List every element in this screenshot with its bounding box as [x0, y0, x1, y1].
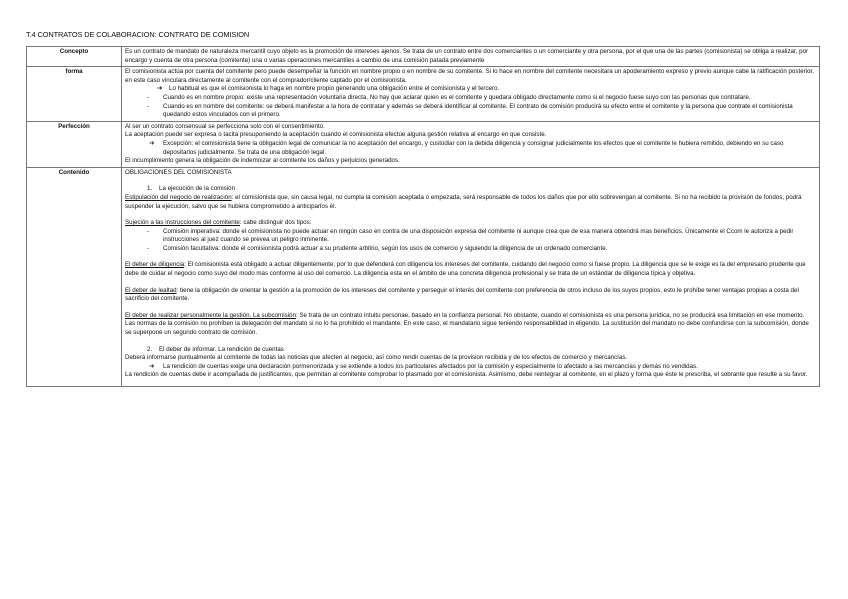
- diligencia-text: : El comisionista está obligado a actuar diligentemente, por lo que defenderá con diligencia los intereses del comitente, cuidando del negocio como si fuese propio. La diligencia que se le exige es la del empresario prudente que debe de cuidar el negocio como suyo del modo mas conforme al uso del comercio. La diligencia esta en el ámbito de una concreta diligencia profesional y se trata de un estándar de diligencia típica y objetiva.: [125, 261, 806, 278]
- lealtad-text: : tiene la obligación de orientar la gestión a la promoción de los intereses del comitente y perseguir el interés del comitente con preferencia de otros incluso de los suyos propios, esto le prohíbe tener ventajas propias a costa del sacrificio del comitente.: [125, 286, 799, 303]
- forma-bullet-text: Cuando es en nombre del comitente: se deberá manifestar a la hora de contratar y además se deberá identificar al comitente. El contrato de comisión producirá su efecto entre el comitente y la persona que contrate el comisionista quedando estos vinculados con el primero.: [163, 102, 793, 119]
- lealtad-paragraph: [125, 287, 816, 304]
- informar-arrow-text: La rendición de cuentas exige una declaración pormenorizada y se extiende a todos los particulares afectados por la comisión y especialmente lo afectado a las mercancías y demás no vendidas.: [163, 362, 698, 370]
- sujecion-title: Sujeción a las instrucciones del comitente: [125, 219, 240, 227]
- subcomision-title: El deber de realizar personalmente la gestión. La subcomisión: [125, 311, 296, 319]
- perfeccion-line-1: Al ser un contrato consensual se perfecciona solo con el consentimiento.: [125, 122, 325, 130]
- informar-arrow-item: [125, 363, 816, 372]
- dash-bullet-icon: -: [147, 244, 150, 252]
- table-row-contenido: [27, 167, 820, 386]
- forma-bullet-1: [125, 94, 816, 103]
- numbered-item-1: [125, 185, 816, 194]
- item-number: 2.: [147, 345, 153, 353]
- document-title: T.4 CONTRATOS DE COLABORACION: CONTRATO DE COMISION: [26, 30, 250, 39]
- row-content-perfeccion: [122, 121, 820, 167]
- row-label-concepto: Concepto: [27, 47, 122, 67]
- lealtad-title: El deber de lealtad: [125, 286, 177, 294]
- table-row-perfeccion: [27, 121, 820, 167]
- subcomision-paragraph: [125, 312, 816, 338]
- perfeccion-line-3: El incumplimiento genera la obligación de indemnizar al comitente los daños y perjuicios generados.: [125, 157, 400, 165]
- contract-table: [26, 46, 820, 387]
- forma-arrow-item: [125, 85, 816, 94]
- item-2-text: El deber de informar. La rendición de cuentas: [159, 345, 284, 353]
- contenido-heading: OBLIGACIONES DEL COMISIONISTA: [125, 168, 232, 176]
- dash-bullet-icon: -: [147, 93, 150, 101]
- sujecion-bullet-text: Comisión facultativa: donde el comisionista podrá actuar a su prudente arbitrio, según los usos de comercio y siguiendo la diligencia de un ordenado comerciante.: [163, 244, 608, 252]
- numbered-item-2: [125, 346, 816, 355]
- dash-bullet-icon: -: [147, 227, 150, 235]
- row-label-perfeccion: Perfección: [27, 121, 122, 167]
- concepto-text: Es un contrato de mandato de naturaleza mercantil cuyo objeto es la promoción de intereses ajenos. Se trata de un contrato entre dos comerciantes o un comerciante y otra persona, por el que una de las partes (comisionista) se obliga a realizar, por encargo y cuenta de otra persona (comitente) una o varias operaciones mercantiles a cambio de una comisión patada previamente: [125, 48, 809, 64]
- diligencia-paragraph: [125, 261, 816, 278]
- forma-text: El comisionista actúa por cuenta del comitente pero puede desempeñar la función en nombre propio o en nombre de su comitente. Si lo hace en nombre del comitente necesitara un apoderamiento expreso y previo aunque cabe la ratificación posterior, en este caso vinculara directamente al comitente con el comprador/cliente captado por el comisionista.: [125, 68, 814, 84]
- forma-bullet-text: Cuando es en nombre propio: existe una representación voluntaria directa. No hay que aclarar quien es el comitente y quedara obligado directamente como si el negocio fuese suyo con las personas que contratare.: [163, 93, 751, 101]
- perfeccion-line-2: La aceptación puede ser expresa o tacita presuponiendo la aceptación cuando el comisionista efectúe alguna gestión relativa al encargo en que consiste.: [125, 131, 547, 139]
- informar-paragraph: Deberá informarse puntualmente al comitente de todas las noticias que afecten al negocio, así como rendir cuentas de la provision recibida y de los efectos de comercio y mercancías.: [125, 354, 628, 362]
- forma-arrow-text: Lo habitual es que el comisionista lo haga en nombre propio generando una obligación entre el comisionista y el tercero.: [169, 85, 500, 93]
- forma-bullet-2: [125, 103, 816, 120]
- estipulacion-title: Estipulación del negocio de realización: [125, 193, 232, 201]
- sujecion-bullet-text: Comisión imperativa: donde el comisionista no puede actuar en ningún caso en contra de una disposición expresa del comitente ni aunque crea que de esa manera obtendrá mas beneficios. Únicamente el Ccom le autoriza a pedir instrucciones al juez cuando se prevea un peligro inminente.: [163, 227, 794, 244]
- item-1-text: La ejecución de la comisión: [159, 185, 236, 193]
- rendicion-paragraph: La rendición de cuentas debe ir acompañada de justificantes, que permitan al comitente comprobar lo plasmado por el comisionista. Asimismo, debe reintegrar al comitente, en el plazo y forma que éste le prescriba, el sobrante que resulte a su favor.: [125, 371, 808, 379]
- table-row-forma: [27, 67, 820, 122]
- sujecion-bullet-2: [125, 245, 816, 254]
- diligencia-title: El deber de diligencia: [125, 261, 185, 269]
- sujecion-paragraph: [125, 219, 816, 228]
- perfeccion-arrow-text: Excepción: el comisionista tiene la obligación legal de comunicar la no aceptación del encargo, y custodiar con la debida diligencia y consignar judicialmente los efectos que el comitente le hubiera remitido, debiendo en su caso depositarlos judicialmente. Se trata de una obligación legal.: [163, 139, 784, 156]
- row-label-forma: forma: [27, 67, 122, 122]
- sujecion-text: : cabe distinguir dos tipos:: [239, 219, 312, 227]
- subcomision-text: : Se trata de un contrato intuitu personae, basado en la confianza personal. No obstante, cuando el comisionista es una persona jurídica, no se producirá esa limitación en ese momento. Las normas de la comisión no prohíben la delegación del mandato si no lo ha prohibido el mandante. En este caso, el mandatario sigue teniendo responsabilidad in eligendo. La sustitución del mandato no debe confundirse con la subcomisión, donde se superpone un segundo contrato de comisión.: [125, 311, 809, 337]
- estipulacion-text: : el comisionista que, sin causa legal, no cumpla la comisión aceptada o empezada, será responsable de todos los daños que por ello sobrevengan al comitente. Si no ha recibido la provisión de fondos, podrá suspender la ejecución, salvo que se hubiera comprometido a anticiparlos él.: [125, 193, 802, 210]
- row-content-forma: [122, 67, 820, 122]
- table-row-concepto: [27, 47, 820, 67]
- arrow-icon: ➔: [149, 139, 155, 147]
- perfeccion-arrow-item: [125, 140, 816, 157]
- row-content-contenido: [122, 167, 820, 386]
- arrow-icon: ➔: [157, 85, 163, 93]
- arrow-icon: ➔: [149, 362, 155, 370]
- item-number: 1.: [147, 185, 153, 193]
- dash-bullet-icon: -: [147, 102, 150, 110]
- sujecion-bullet-1: [125, 228, 816, 245]
- estipulacion-paragraph: [125, 194, 816, 211]
- row-label-contenido: Contenido: [27, 167, 122, 386]
- row-content-concepto: [122, 47, 820, 67]
